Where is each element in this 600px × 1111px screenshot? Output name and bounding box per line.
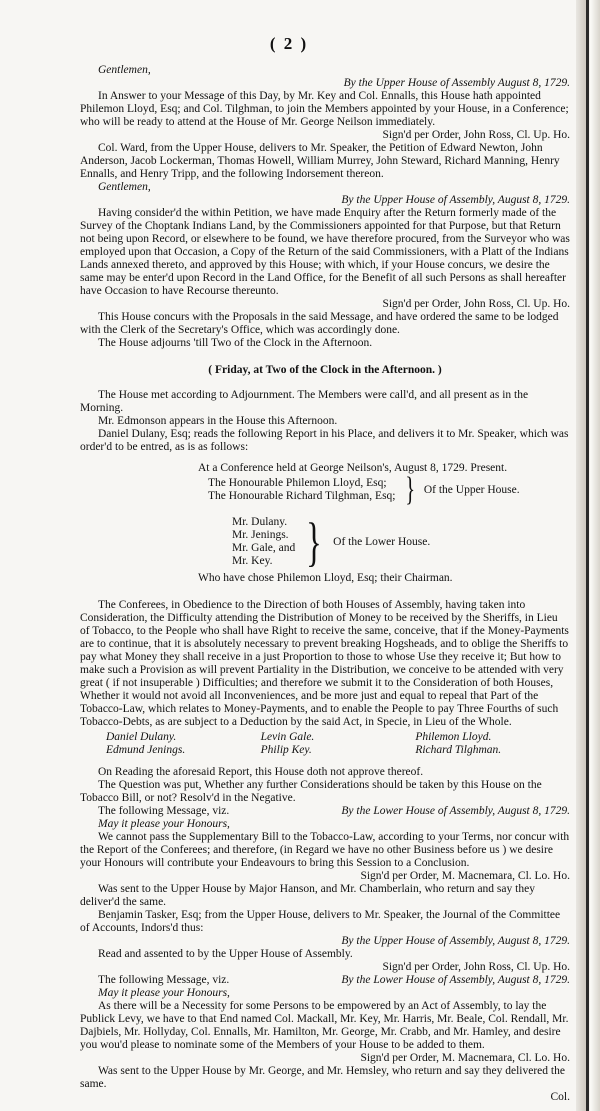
dateline: By the Lower House of Assembly, August 8, 1729. — [341, 805, 570, 817]
signed-by-order: Sign'd per Order, John Ross, Cl. Up. Ho. — [382, 298, 570, 310]
dateline: By the Upper House of Assembly August 8, 1729. — [343, 77, 570, 89]
message-header — [80, 974, 570, 987]
lower-member: Mr. Dulany. — [232, 516, 288, 528]
conferees-report: The Conferees, in Obedience to the Direction of both Houses of Assembly, having taken into Consideration, the Difficulty attending the Distribution of Money to be received by the Sheriffs, in Lieu of Tobacco, to the People who shall have Right to receive the same, conceive, that if the Money-Payments are to continue, that it is absolutely necessary to prevent breaking Hogsheads, and to oblige the Sheriffs to pay what Money they shall receive in a just Proportion to those to whose Use they receive it; But how to make such a Provision as will prevent Partiality in the Distribution, we conceive to be attended with very great ( if not insuperable ) Difficulties; and therefore we submit it to the Consideration of both Houses, Whether it would not avoid all Inconveniences, and be more just and equal to repeal that Part of the Tobacco-Law, which relates to Money-Payments, and to enable the People to pay Three Fourths of such Tobacco-Debts, as are subject to a Deduction by the said Act, in Specie, in Lieu of the Whole. — [80, 599, 569, 728]
signed-by-order: Sign'd per Order, M. Macnemara, Cl. Lo. Ho. — [360, 870, 570, 882]
conference-heading: At a Conference held at George Neilson's, August 8, 1729. Present. — [198, 462, 508, 474]
chairman-line: Who have chose Philemon Lloyd, Esq; their Chairman. — [198, 572, 453, 584]
lower-house-members — [232, 512, 570, 572]
signed-by-order: Sign'd per Order, John Ross, Cl. Up. Ho. — [382, 961, 570, 973]
paragraph: As there will be a Necessity for some Persons to be empowered by an Act of Assembly, to lay the Publick Levy, we have to that End named Col. Mackall, Mr. Key, Mr. Harris, Mr. Beale, Col. Rendall, Mr. Dajbiels, Mr. Hollyday, Col. Ennalls, Mr. Hamilton, Mr. George, Mr. Crabb, and Mr. Hamley, and desire you wou'd please to nominate some of the Members of your House to be added to them. — [80, 1000, 569, 1051]
paragraph: The House met according to Adjournment. The Members were call'd, and all present as in the Morning. — [80, 389, 529, 414]
message-header — [80, 805, 570, 818]
signed-by-order: Sign'd per Order, John Ross, Cl. Up. Ho. — [382, 129, 570, 141]
paragraph: Benjamin Tasker, Esq; from the Upper House, delivers to Mr. Speaker, the Journal of the Committee of Accounts, Indors'd thus: — [80, 909, 561, 934]
paragraph: The House adjourns 'till Two of the Clock in the Afternoon. — [98, 337, 373, 349]
upper-member: The Honourable Richard Tilghman, Esq; — [208, 490, 396, 502]
salutation: May it please your Honours, — [98, 987, 230, 999]
message-intro: The following Message, viz. — [98, 974, 230, 986]
paragraph: This House concurs with the Proposals in the said Message, and have ordered the same to be lodged with the Clerk of the Secretary's Office, which was accordingly done. — [80, 311, 559, 336]
paragraph: Col. Ward, from the Upper House, delivers to Mr. Speaker, the Petition of Edward Newton, John Anderson, Jacob Lockerman, Thomas Howell, William Murrey, John Steward, Richard Manning, Henry Ennalls, and Henry Tripp, and the following Indorsement thereon. — [80, 142, 560, 180]
signature-block — [106, 731, 570, 757]
lower-house-label: Of the Lower House. — [333, 535, 431, 548]
afternoon-proceedings — [80, 766, 570, 1091]
paragraph: Daniel Dulany, Esq; reads the following Report in his Place, and delivers it to Mr. Speaker, which was order'd to be entred, as is as follows: — [80, 428, 569, 453]
lower-member: Mr. Jenings. — [232, 529, 289, 541]
signature: Daniel Dulany. — [106, 731, 177, 743]
paragraph: Was sent to the Upper House by Mr. George, and Mr. Hemsley, who return and say they delivered the same. — [80, 1065, 565, 1090]
signature: Edmund Jenings. — [106, 744, 186, 756]
upper-house-members — [208, 471, 570, 508]
paragraph: Read and assented to by the Upper House of Assembly. — [98, 948, 353, 960]
signed-by-order: Sign'd per Order, M. Macnemara, Cl. Lo. Ho. — [360, 1052, 570, 1064]
salutation: Gentlemen, — [98, 64, 151, 76]
paragraph: Having consider'd the within Petition, we have made Enquiry after the Return formerly made of the Survey of the Choptank Indians Land, by the Commissioners appointed for that Purpose, but that Return not being upon Record, or elsewhere to be found, we have therefore procured, from the Surveyor who was employed upon that Occasion, a Copy of the Return of the said Commissioners, with a Platt of the Indians Lands annexed thereto, and approved by this House; with which, if your House concurs, we desire the same may be enter'd upon Record in the Land Office, for the Benefit of all such Persons as shall hereafter have Occasion to have Recourse thereunto. — [80, 207, 570, 297]
brace-icon: } — [404, 471, 415, 508]
paragraph: On Reading the aforesaid Report, this House doth not approve thereof. — [98, 766, 424, 778]
paragraph: We cannot pass the Supplementary Bill to the Tobacco-Law, according to your Terms, nor concur with the Report of the Conferees; and therefore, (in Regard we have no other Business before us ) we desire your Honours will contribute your Endeavours to bring this Session to a Conclusion. — [80, 831, 570, 869]
signature: Richard Tilghman. — [415, 744, 502, 756]
paragraph: Mr. Edmonson appears in the House this Afternoon. — [98, 415, 338, 427]
signature: Philip Key. — [260, 744, 312, 756]
binding-edge — [576, 0, 600, 1111]
journal-text — [80, 64, 570, 1104]
salutation: Gentlemen, — [98, 181, 151, 193]
message-intro: The following Message, viz. — [98, 805, 230, 817]
conference-block — [80, 462, 570, 585]
session-heading: ( Friday, at Two of the Clock in the Afternoon. ) — [208, 364, 442, 376]
dateline: By the Upper House of Assembly, August 8, 1729. — [341, 935, 570, 947]
dateline: By the Upper House of Assembly, August 8, 1729. — [341, 194, 570, 206]
signature: Philemon Lloyd. — [415, 731, 492, 743]
paragraph: In Answer to your Message of this Day, by Mr. Key and Col. Ennalls, this House hath appointed Philemon Lloyd, Esq; and Col. Tilghman, to join the Members appointed by your House, in a Conference; who will be ready to attend at the House of Mr. George Neilson immediately. — [80, 90, 569, 128]
upper-member: The Honourable Philemon Lloyd, Esq; — [208, 477, 387, 489]
lower-member: Mr. Gale, and — [232, 542, 296, 554]
lower-member: Mr. Key. — [232, 555, 273, 567]
upper-house-label: Of the Upper House. — [423, 483, 520, 496]
brace-icon: } — [306, 512, 322, 572]
page-number: ( 2 ) — [269, 34, 309, 53]
catchword: Col. — [550, 1091, 570, 1103]
dateline: By the Lower House of Assembly, August 8, 1729. — [341, 974, 570, 986]
paragraph: Was sent to the Upper House by Major Hanson, and Mr. Chamberlain, who return and say they deliver'd the same. — [80, 883, 535, 908]
signature: Levin Gale. — [260, 731, 315, 743]
paragraph: The Question was put, Whether any further Considerations should be taken by this House on the Tobacco Bill, or not? Resolv'd in the Negative. — [80, 779, 542, 804]
salutation: May it please your Honours, — [98, 818, 230, 830]
morning-proceedings — [80, 64, 570, 454]
